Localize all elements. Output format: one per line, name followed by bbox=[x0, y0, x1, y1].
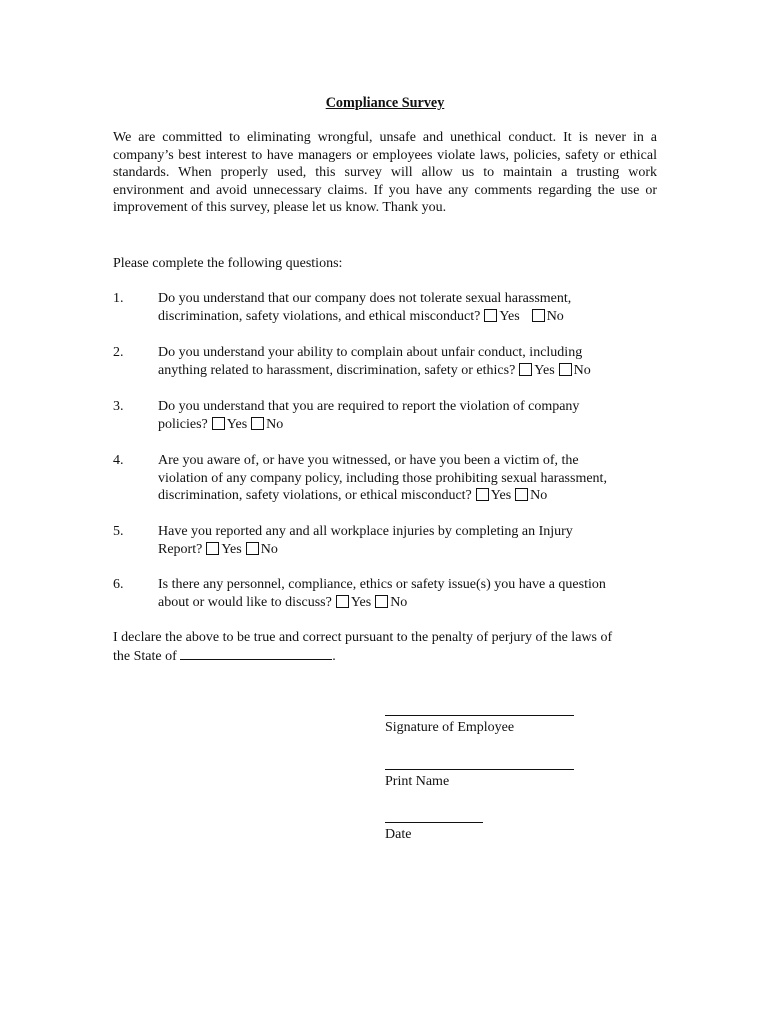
question-text-line: Have you reported any and all workplace injuries by completing an Injury bbox=[158, 524, 573, 539]
question-number: 6. bbox=[113, 577, 124, 592]
question-text-line: Do you understand that our company does not tolerate sexual harassment, bbox=[158, 291, 572, 306]
no-label: No bbox=[530, 488, 548, 504]
yes-label: Yes bbox=[499, 308, 520, 324]
question-text-line: discrimination, safety violations, and ethical misconduct? bbox=[158, 308, 481, 324]
no-checkbox[interactable] bbox=[559, 363, 572, 376]
yes-checkbox[interactable] bbox=[206, 542, 219, 555]
yes-checkbox[interactable] bbox=[212, 417, 225, 430]
yes-checkbox[interactable] bbox=[476, 488, 489, 501]
no-label: No bbox=[260, 541, 278, 557]
question-number: 2. bbox=[113, 345, 124, 360]
question-text-line: Do you understand that you are required to report the violation of company bbox=[158, 399, 580, 414]
declaration-text: I declare the above to be true and correct pursuant to the penalty of perjury of the laws of bbox=[113, 630, 613, 645]
question-number: 5. bbox=[113, 524, 124, 539]
yes-label: Yes bbox=[221, 541, 242, 557]
question-text-line: Is there any personnel, compliance, ethics or safety issue(s) you have a question bbox=[158, 577, 606, 592]
question-text-line: policies? bbox=[158, 416, 208, 432]
yes-label: Yes bbox=[534, 362, 555, 378]
signature-line[interactable] bbox=[385, 715, 574, 716]
question-text-line: violation of any company policy, including those prohibiting sexual harassment, bbox=[158, 470, 607, 486]
yes-checkbox[interactable] bbox=[336, 595, 349, 608]
no-checkbox[interactable] bbox=[532, 309, 545, 322]
question-number: 4. bbox=[113, 453, 124, 468]
declaration bbox=[113, 629, 661, 665]
intro-paragraph: We are committed to eliminating wrongful, unsafe and unethical conduct. It is never in a company’s best interest to have managers or employees violate laws, policies, safety or ethical standards. When properly used, this survey will allow us to maintain a trusting work environment and avoid unnecessary claims. If you have any comments regarding the use or improvement of this survey, please let us know. Thank you. bbox=[113, 130, 657, 216]
signature-label: Signature of Employee bbox=[385, 720, 515, 735]
no-checkbox[interactable] bbox=[515, 488, 528, 501]
no-checkbox[interactable] bbox=[375, 595, 388, 608]
print-name-line[interactable] bbox=[385, 769, 574, 770]
no-checkbox[interactable] bbox=[246, 542, 259, 555]
no-label: No bbox=[390, 594, 408, 610]
question-text-line: discrimination, safety violations, or ethical misconduct? bbox=[158, 488, 472, 504]
yes-label: Yes bbox=[350, 594, 372, 610]
no-checkbox[interactable] bbox=[251, 417, 264, 430]
document-title: Compliance Survey bbox=[325, 95, 445, 111]
yes-label: Yes bbox=[226, 416, 248, 432]
question-number: 1. bbox=[113, 291, 124, 306]
yes-checkbox[interactable] bbox=[484, 309, 497, 322]
question-text-line: Do you understand your ability to complain about unfair conduct, including bbox=[158, 345, 583, 360]
no-label: No bbox=[266, 416, 284, 432]
question-number: 3. bbox=[113, 399, 124, 414]
no-label: No bbox=[573, 362, 591, 378]
declaration-state-prefix: the State of bbox=[113, 648, 177, 664]
question-text-line: Are you aware of, or have you witnessed, or have you been a victim of, the bbox=[158, 453, 579, 468]
question-text-line: Report? bbox=[158, 541, 203, 557]
declaration-suffix: . bbox=[332, 648, 336, 664]
state-blank-field[interactable] bbox=[180, 647, 332, 660]
date-line[interactable] bbox=[385, 822, 483, 823]
question-text-line: anything related to harassment, discrimination, safety or ethics? bbox=[158, 362, 516, 378]
date-label: Date bbox=[385, 827, 412, 842]
yes-label: Yes bbox=[490, 488, 512, 504]
print-name-label: Print Name bbox=[385, 774, 450, 789]
question-text-line: about or would like to discuss? bbox=[158, 594, 332, 610]
yes-checkbox[interactable] bbox=[519, 363, 532, 376]
no-label: No bbox=[546, 308, 564, 324]
instruction-text: Please complete the following questions: bbox=[113, 256, 343, 271]
